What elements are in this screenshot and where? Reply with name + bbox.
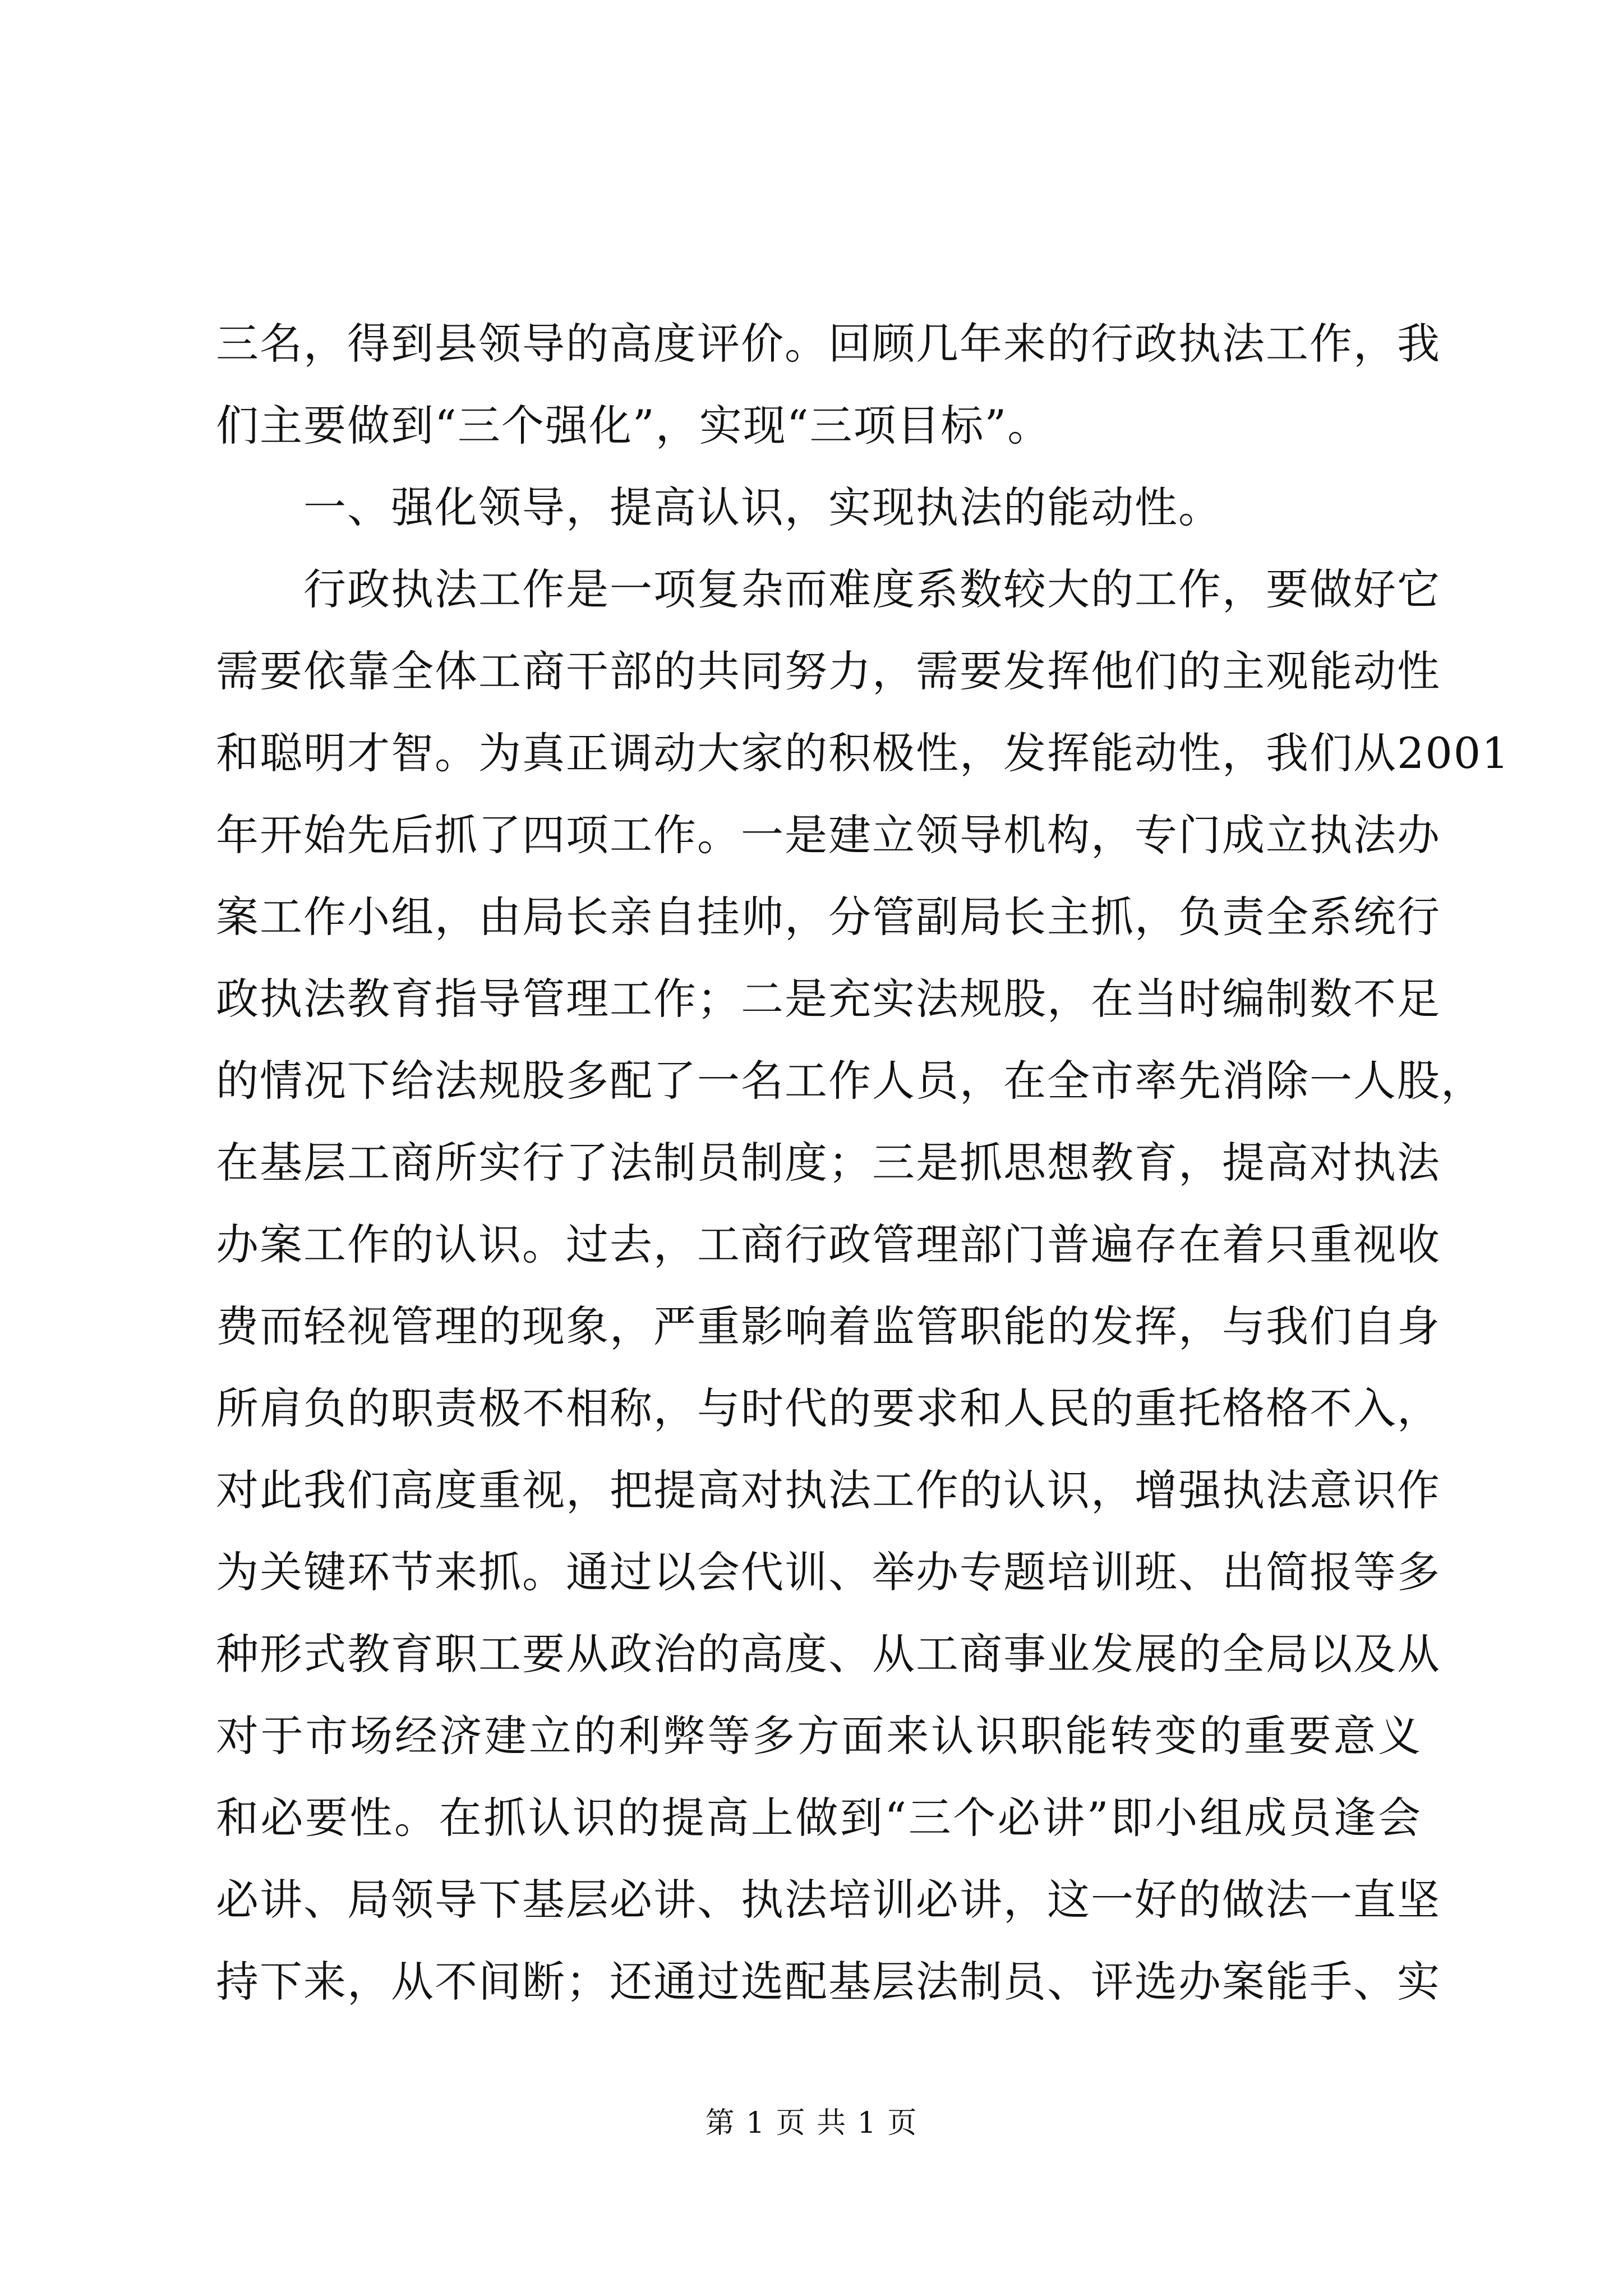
text-line: 为关键环节来抓。通过以会代训、举办专题培训班、出简报等多 xyxy=(216,1547,1441,1597)
text-line: 办案工作的认识。过去，工商行政管理部门普遍存在着只重视收 xyxy=(216,1220,1441,1269)
page-footer: 第 1 页 共 1 页 xyxy=(705,2106,918,2140)
text-line: 所肩负的职责极不相称，与时代的要求和人民的重托格格不入， xyxy=(216,1383,1441,1433)
text-line: 对于市场经济建立的利弊等多方面来认识职能转变的重要意义 xyxy=(216,1711,1422,1761)
text-line: 政执法教育指导管理工作；二是充实法规股，在当时编制数不足 xyxy=(216,974,1441,1024)
text-line: 持下来，从不间断；还通过选配基层法制员、评选办案能手、实 xyxy=(216,1957,1441,2007)
body-text xyxy=(216,303,1510,2023)
text-line: 对此我们高度重视，把提高对执法工作的认识，增强执法意识作 xyxy=(216,1465,1441,1515)
text-line: 行政执法工作是一项复杂而难度系数较大的工作，要做好它 xyxy=(216,564,1441,614)
text-line: 的情况下给法规股多配了一名工作人员，在全市率先消除一人股， xyxy=(216,1056,1484,1106)
text-line: 年开始先后抓了四项工作。一是建立领导机构，专门成立执法办 xyxy=(216,810,1441,860)
text-line: 必讲、局领导下基层必讲、执法培训必讲，这一好的做法一直坚 xyxy=(216,1875,1441,1925)
text-line: 三名，得到县领导的高度评价。回顾几年来的行政执法工作，我 xyxy=(216,319,1441,369)
text-line: 案工作小组，由局长亲自挂帅，分管副局长主抓，负责全系统行 xyxy=(216,892,1441,942)
text-line: 在基层工商所实行了法制员制度；三是抓思想教育，提高对执法 xyxy=(216,1138,1441,1188)
text-line: 和聪明才智。为真正调动大家的积极性，发挥能动性，我们从2001 xyxy=(216,728,1510,778)
text-line: 种形式教育职工要从政治的高度、从工商事业发展的全局以及从 xyxy=(216,1629,1441,1679)
text-line: 和必要性。在抓认识的提高上做到“三个必讲”即小组成员逢会 xyxy=(216,1793,1422,1843)
text-line: 费而轻视管理的现象，严重影响着监管职能的发挥，与我们自身 xyxy=(216,1301,1441,1351)
section-heading: 一、强化领导，提高认识，实现执法的能动性。 xyxy=(216,482,1222,532)
text-line: 需要依靠全体工商干部的共同努力，需要发挥他们的主观能动性 xyxy=(216,646,1441,696)
text-line: 们主要做到“三个强化”，实现“三项目标”。 xyxy=(216,401,1052,450)
